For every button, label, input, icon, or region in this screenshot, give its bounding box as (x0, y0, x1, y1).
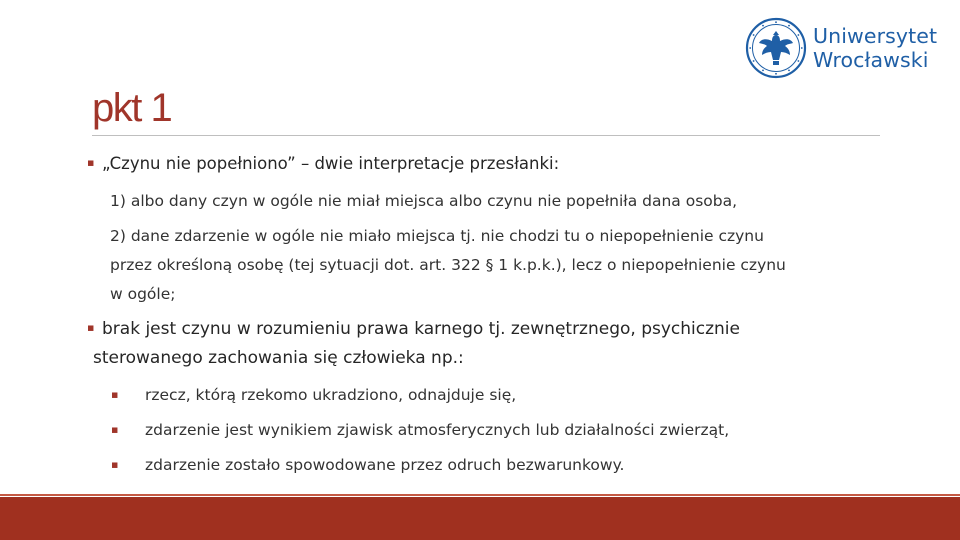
footer-bar (0, 497, 960, 540)
bullet-2-item-3-marker: ▪ (111, 458, 119, 471)
bullet-1-item-1: 1) albo dany czyn w ogóle nie miał miejsca albo czynu nie popełniła dana osoba, (110, 192, 738, 210)
bullet-2-line-1: brak jest czynu w rozumieniu prawa karnego tj. zewnętrznego, psychicznie (102, 319, 740, 339)
slide-title: pkt 1 (92, 86, 172, 130)
bullet-1-item-2-line-1: 2) dane zdarzenie w ogóle nie miało miejsca tj. nie chodzi tu o niepopełnienie czynu (110, 227, 764, 245)
bullet-2-item-2: zdarzenie jest wynikiem zjawisk atmosferycznych lub działalności zwierząt, (145, 421, 730, 439)
logo-text (813, 24, 937, 72)
title-divider (92, 135, 880, 136)
bullet-2-item-1-marker: ▪ (111, 388, 119, 401)
footer-accent-line (0, 494, 960, 496)
bullet-2-marker: ▪ (87, 321, 95, 334)
bullet-1-item-2-line-3: w ogóle; (110, 285, 176, 303)
bullet-1-text: „Czynu nie popełniono” – dwie interpretacje przesłanki: (102, 154, 560, 173)
bullet-1-item-2-line-2: przez określoną osobę (tej sytuacji dot. art. 322 § 1 k.p.k.), lecz o niepopełnienie czynu (110, 256, 786, 274)
bullet-1-marker: ▪ (87, 156, 95, 169)
university-logo (745, 17, 937, 79)
bullet-2-item-1: rzecz, którą rzekomo ukradziono, odnajduje się, (145, 386, 517, 404)
bullet-2-item-2-marker: ▪ (111, 423, 119, 436)
bullet-2-item-3: zdarzenie zostało spowodowane przez odruch bezwarunkowy. (145, 456, 625, 474)
logo-line-1: Uniwersytet (813, 24, 938, 48)
university-seal-icon (745, 17, 807, 79)
logo-line-2: Wrocławski (813, 48, 929, 72)
bullet-2-line-2: sterowanego zachowania się człowieka np.: (93, 348, 464, 368)
